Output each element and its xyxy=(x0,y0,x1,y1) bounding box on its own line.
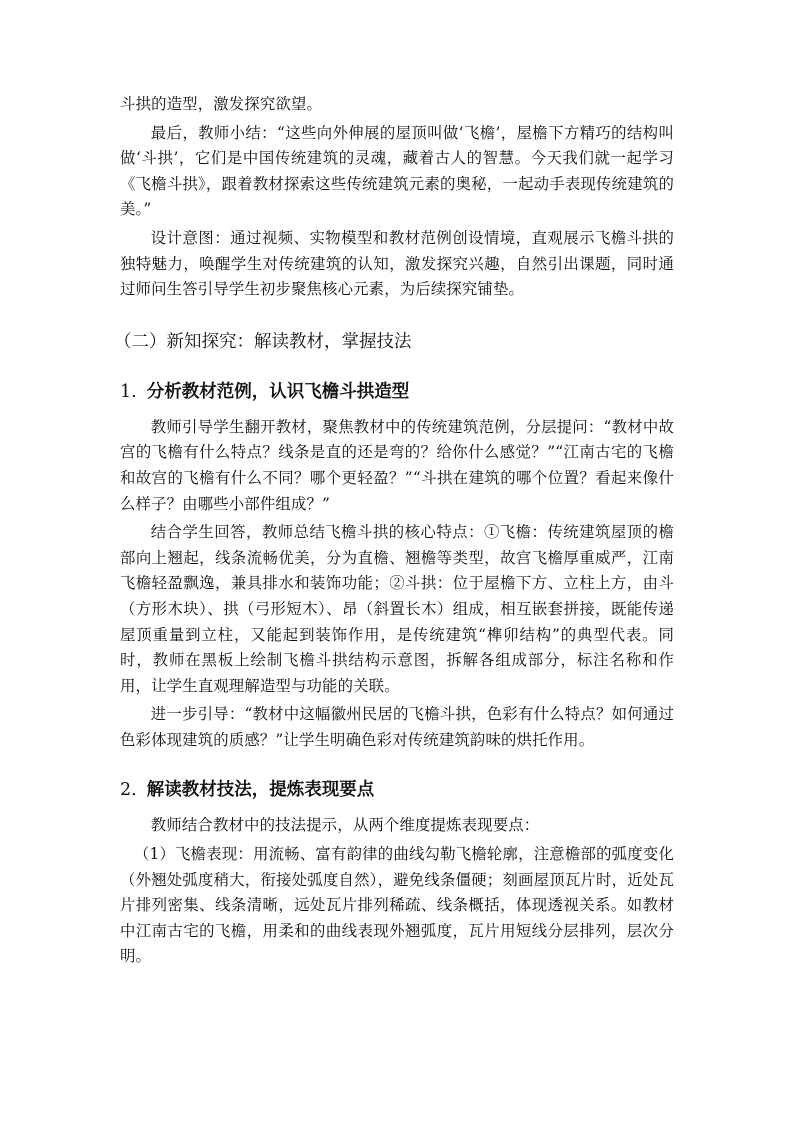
paragraph-teacher-summary: 最后，教师小结：“这些向外伸展的屋顶叫做‘飞檐’，屋檐下方精巧的结构叫做‘斗拱’，它们是中国传统建筑的灵魂，藏着古人的智慧。今天我们就一起学习《飞檐斗拱》，跟着教材探索这些传统建筑元素的奥秘，一起动手表现传统建筑的美。” xyxy=(120,123,674,219)
subsection-heading-1 xyxy=(120,379,674,405)
paragraph-continuation: 斗拱的造型，激发探究欲望。 xyxy=(120,95,323,113)
paragraph-technique-intro: 教师结合教材中的技法提示，从两个维度提炼表现要点： xyxy=(150,816,540,835)
document-page xyxy=(114,92,674,973)
paragraph-color-guidance: 进一步引导：“教材中这幅徽州民居的飞檐斗拱，色彩有什么特点？如何通过色彩体现建筑的质感？”让学生明确色彩对传统建筑韵味的烘托作用。 xyxy=(120,705,674,749)
subsection-title: 分析教材范例，认识飞檐斗拱造型 xyxy=(146,381,410,402)
subsection-title: 解读教材技法，提炼表现要点 xyxy=(146,780,375,801)
subsection-number: 1. xyxy=(120,381,137,402)
subsection-number: 2. xyxy=(120,780,137,801)
paragraph-core-features: 结合学生回答，教师总结飞檐斗拱的核心特点：①飞檐：传统建筑屋顶的檐部向上翘起，线条流畅优美，分为直檐、翘檐等类型，故宫飞檐厚重威严，江南飞檐轻盈飘逸，兼具排水和装饰功能；②斗拱：位于屋檐下方、立柱上方，由斗（方形木块）、拱（弓形短木）、昂（斜置长木）组成，相互嵌套拼接，既能传递屋顶重量到立柱，又能起到装饰作用，是传统建筑“榫卯结构”的典型代表。同时，教师在黑板上绘制飞檐斗拱结构示意图，拆解各组成部分，标注名称和作用，让学生直观理解造型与功能的关联。 xyxy=(120,523,674,695)
paragraph-eave-technique: （1）飞檐表现：用流畅、富有韵律的曲线勾勒飞檐轮廓，注意檐部的弧度变化（外翘处弧度稍大，衔接处弧度自然），避免线条僵硬；刻画屋顶瓦片时，近处瓦片排列密集、线条清晰，远处瓦片排列稀疏、线条概括，体现透视关系。如教材中江南古宅的飞檐，用柔和的曲线表现外翘弧度，瓦片用短线分层排列，层次分明。 xyxy=(120,845,674,966)
paragraph-design-intent: 设计意图：通过视频、实物模型和教材范例创设情境，直观展示飞檐斗拱的独特魅力，唤醒学生对传统建筑的认知，激发探究兴趣，自然引出课题，同时通过师问生答引导学生初步聚焦核心元素，为后续探究铺垫。 xyxy=(120,228,674,299)
subsection-heading-2 xyxy=(120,777,674,803)
section-heading-new-knowledge: （二）新知探究：解读教材，掌握技法 xyxy=(114,331,412,352)
paragraph-guided-questions: 教师引导学生翻开教材，聚焦教材中的传统建筑范例，分层提问：“教材中故宫的飞檐有什么特点？线条是直的还是弯的？给你什么感觉？”“江南古宅的飞檐和故宫的飞檐有什么不同？哪个更轻盈？”“斗拱在建筑的哪个位置？看起来像什么样子？由哪些小部件组成？” xyxy=(120,417,674,513)
